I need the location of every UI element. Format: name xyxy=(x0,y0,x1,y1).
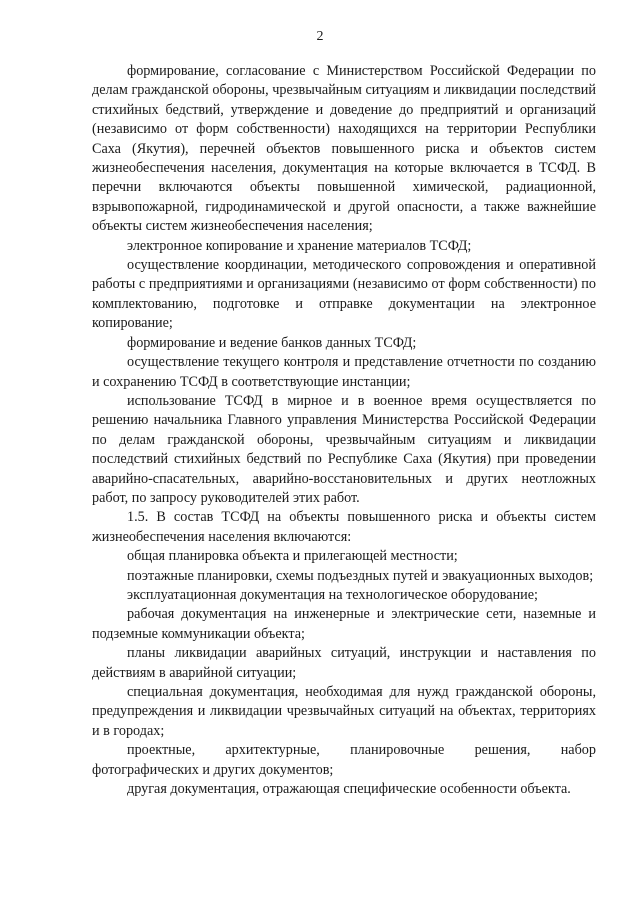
paragraph-electronic-copying: электронное копирование и хранение материалов ТСФД; xyxy=(127,237,472,254)
paragraph-data-banks: формирование и ведение банков данных ТСФД; xyxy=(127,334,417,351)
list-item-working-docs: рабочая документация на инженерные и электрические сети, наземные и подземные коммуникации объекта; xyxy=(92,606,596,642)
page-number: 2 xyxy=(316,29,324,44)
document-body xyxy=(92,62,596,799)
list-item-operational-docs: эксплуатационная документация на технологическое оборудование; xyxy=(127,586,538,603)
paragraph-usage: использование ТСФД в мирное и в военное время осуществляется по решению начальника Главного управления Министерства Российской Федерации по делам гражданской обороны, чрезвычайным ситуациям и ликвидации последствий стихийных бедствий по Республике Саха (Якутия) при проведении аварийно-спасательных, аварийно-восстановительных и других неотложных работ, по запросу руководителей этих работ. xyxy=(92,392,596,506)
list-item-project-solutions: проектные, архитектурные, планировочные решения, набор фотографических и других документов; xyxy=(92,742,596,778)
paragraph-coordination: осуществление координации, методического сопровождения и оперативной работы с предприятиями и организациями (независимо от форм собственности) по комплектованию, подготовке и отправке документации на электронное копирование; xyxy=(92,257,596,332)
list-item-general-layout: общая планировка объекта и прилегающей местности; xyxy=(127,548,458,565)
list-item-floor-plans: поэтажные планировки, схемы подъездных путей и эвакуационных выходов; xyxy=(127,567,594,584)
paragraph-section-1-5: 1.5. В состав ТСФД на объекты повышенного риска и объекты систем жизнеобеспечения населения включаются: xyxy=(92,509,596,545)
list-item-other-docs: другая документация, отражающая специфические особенности объекта. xyxy=(127,781,571,798)
paragraph-formation-lists: формирование, согласование с Министерством Российской Федерации по делам гражданской обороны, чрезвычайным ситуациям и ликвидации последствий стихийных бедствий, утверждение и доведение до предприятий и организаций (независимо от форм собственности) находящихся на территории Республики Саха (Якутия), перечней объектов повышенного риска и объектов систем жизнеобеспечения населения, документация на которые включается в ТСФД. В перечни включаются объекты повышенной химической, радиационной, взрывопожарной, гидродинамической и другой опасности, а также важнейшие объекты систем жизнеобеспечения населения; xyxy=(92,63,596,235)
paragraph-control-reporting: осуществление текущего контроля и представление отчетности по созданию и сохранению ТСФД в соответствующие инстанции; xyxy=(92,354,596,390)
list-item-special-docs: специальная документация, необходимая для нужд гражданской обороны, предупреждения и ликвидации чрезвычайных ситуаций на объектах, территориях и в городах; xyxy=(92,684,596,739)
list-item-emergency-plans: планы ликвидации аварийных ситуаций, инструкции и наставления по действиям в аварийной ситуации; xyxy=(92,645,596,681)
